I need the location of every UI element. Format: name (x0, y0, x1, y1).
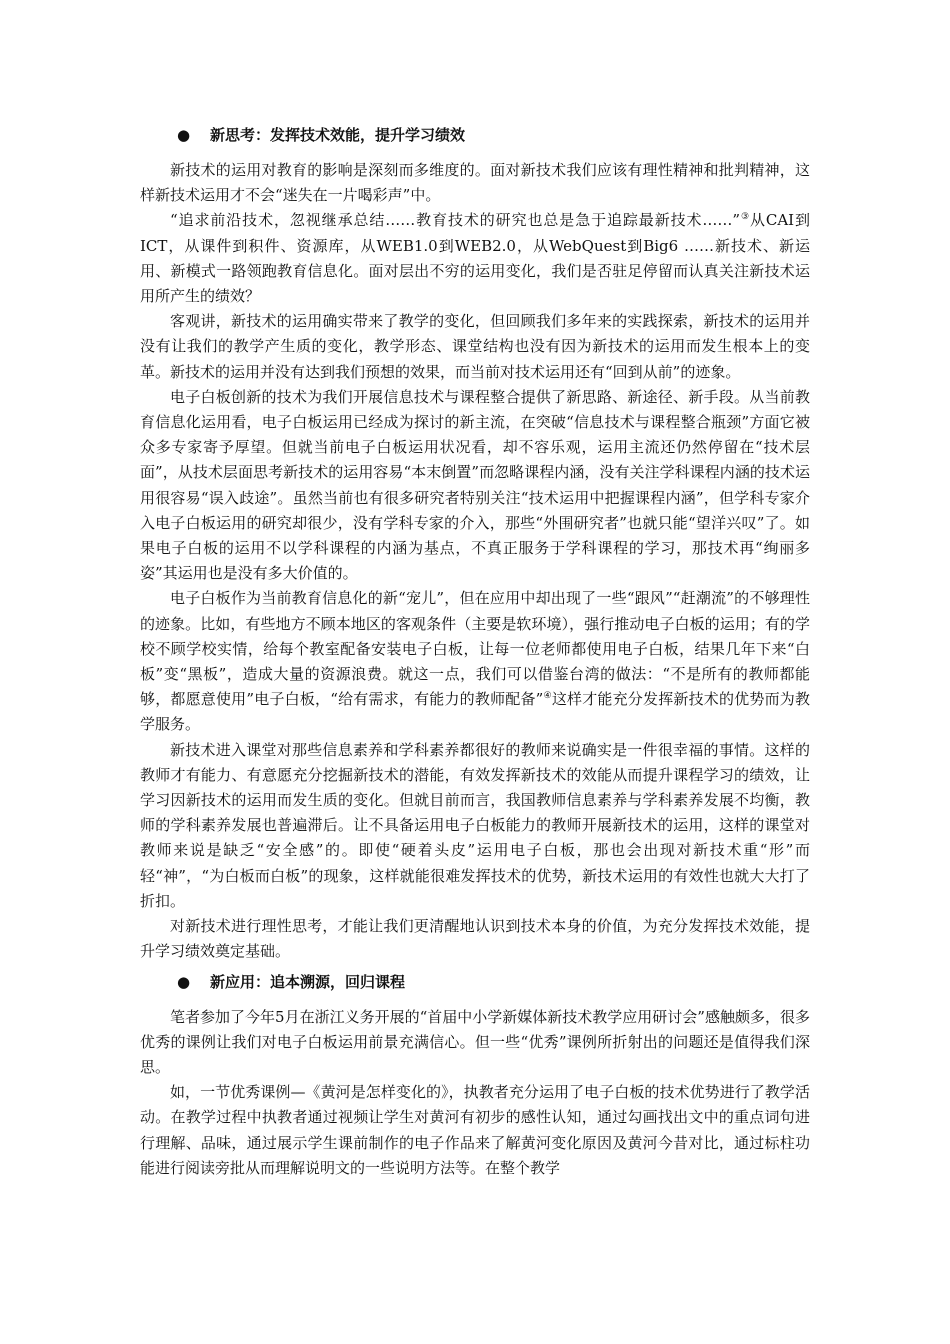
section-heading (140, 969, 810, 995)
paragraph-text: 电子白板作为当前教育信息化的新“宠儿”，但在应用中却出现了一些“跟风”“赶潮流”的不够理性的迹象。比如，有些地方不顾本地区的客观条件（主要是软环境），强行推动电子白板的运用；有的学校不顾学校实情，给每个教室配备安装电子白板，让每一位老师都使用电子白板，结果几年下来“白板”变“黑板”，造成大量的资源浪费。就这一点，我们可以借鉴台湾的做法：“不是所有的教师都能够，都愿意使用”电子白板，“给有需求，有能力的教师配备” (140, 589, 810, 709)
document-page (140, 118, 810, 1181)
paragraph (140, 208, 810, 309)
bullet-icon: ● (177, 972, 191, 991)
paragraph (140, 586, 810, 737)
paragraph-continuation: 从CAI到ICT，从课件到积件、资源库，从WEB1.0到WEB2.0，从WebQuest到Big6 ……新技术、新运用、新模式一路领跑教育信息化。面对层出不穷的运用变化，我们是否驻足停留而认真关注新技术运用所产生的绩效？ (140, 211, 810, 306)
paragraph-continuation: 这样才能充分发挥新技术的优势而为教学服务。 (140, 690, 810, 734)
paragraph: 对新技术进行理性思考，才能让我们更清醒地认识到技术本身的价值，为充分发挥技术效能，提升学习绩效奠定基础。 (140, 917, 810, 961)
section-title: 新应用：追本溯源，回归课程 (210, 972, 406, 991)
paragraph: 新技术的运用对教育的影响是深刻而多维度的。面对新技术我们应该有理性精神和批判精神，这样新技术运用才不会“迷失在一片喝彩声”中。 (140, 161, 810, 205)
footnote-marker: ④ (543, 691, 552, 702)
footnote-marker: ③ (740, 212, 750, 223)
bullet-icon: ● (177, 126, 191, 144)
paragraph: 如，一节优秀课例—《黄河是怎样变化的》，执教者充分运用了电子白板的技术优势进行了教学活动。在教学过程中执教者通过视频让学生对黄河有初步的感性认知，通过勾画找出文中的重点词句进行理解、品味，通过展示学生课前制作的电子作品来了解黄河变化原因及黄河今昔对比，通过标柱功能进行阅读旁批从而理解说明文的一些说明方法等。在整个教学 (140, 1083, 810, 1177)
paragraph: 笔者参加了今年5月在浙江义务开展的“首届中小学新媒体新技术教学应用研讨会”感触颇多，很多优秀的课例让我们对电子白板运用前景充满信心。但一些“优秀”课例所折射出的问题还是值得我们深思。 (140, 1007, 810, 1076)
paragraph: 新技术进入课堂对那些信息素养和学科素养都很好的教师来说确实是一件很幸福的事情。这样的教师才有能力、有意愿充分挖掘新技术的潜能，有效发挥新技术的效能从而提升课程学习的绩效，让学习因新技术的运用而发生质的变化。但就目前而言，我国教师信息素养与学科素养发展不均衡，教师的学科素养发展也普遍滞后。让不具备运用电子白板能力的教师开展新技术的运用，这样的课堂对教师来说是缺乏“安全感”的。即使“硬着头皮”运用电子白板，那也会出现对新技术重“形”而轻“神”，“为白板而白板”的现象，这样就能很难发挥技术的优势，新技术运用的有效性也就大大打了折扣。 (140, 740, 810, 910)
paragraph: 电子白板创新的技术为我们开展信息技术与课程整合提供了新思路、新途径、新手段。从当前教育信息化运用看，电子白板运用已经成为探讨的新主流，在突破“信息技术与课程整合瓶颈”方面它被众多专家寄予厚望。但就当前电子白板运用状况看，却不容乐观，运用主流还仍然停留在“技术层面”，从技术层面思考新技术的运用容易“本末倒置”而忽略课程内涵，没有关注学科课程内涵的技术运用很容易“误入歧途”。虽然当前也有很多研究者特别关注“技术运用中把握课程内涵”，但学科专家介入电子白板运用的研究却很少，没有学科专家的介入，那些“外围研究者”也就只能“望洋兴叹”了。如果电子白板的运用不以学科课程的内涵为基点，不真正服务于学科课程的学习，那技术再“绚丽多姿”其运用也是没有多大价值的。 (140, 387, 810, 583)
quote-text: “追求前沿技术，忽视继承总结……教育技术的研究也总是急于追踪最新技术……” (170, 211, 741, 230)
section-heading (140, 122, 810, 148)
paragraph: 客观讲，新技术的运用确实带来了教学的变化，但回顾我们多年来的实践探索，新技术的运用并没有让我们的教学产生质的变化，教学形态、课堂结构也没有因为新技术的运用而发生根本上的变革。新技术的运用并没有达到我们预想的效果，而当前对技术运用还有“回到从前”的迹象。 (140, 312, 810, 381)
section-title: 新思考：发挥技术效能，提升学习绩效 (210, 126, 466, 144)
